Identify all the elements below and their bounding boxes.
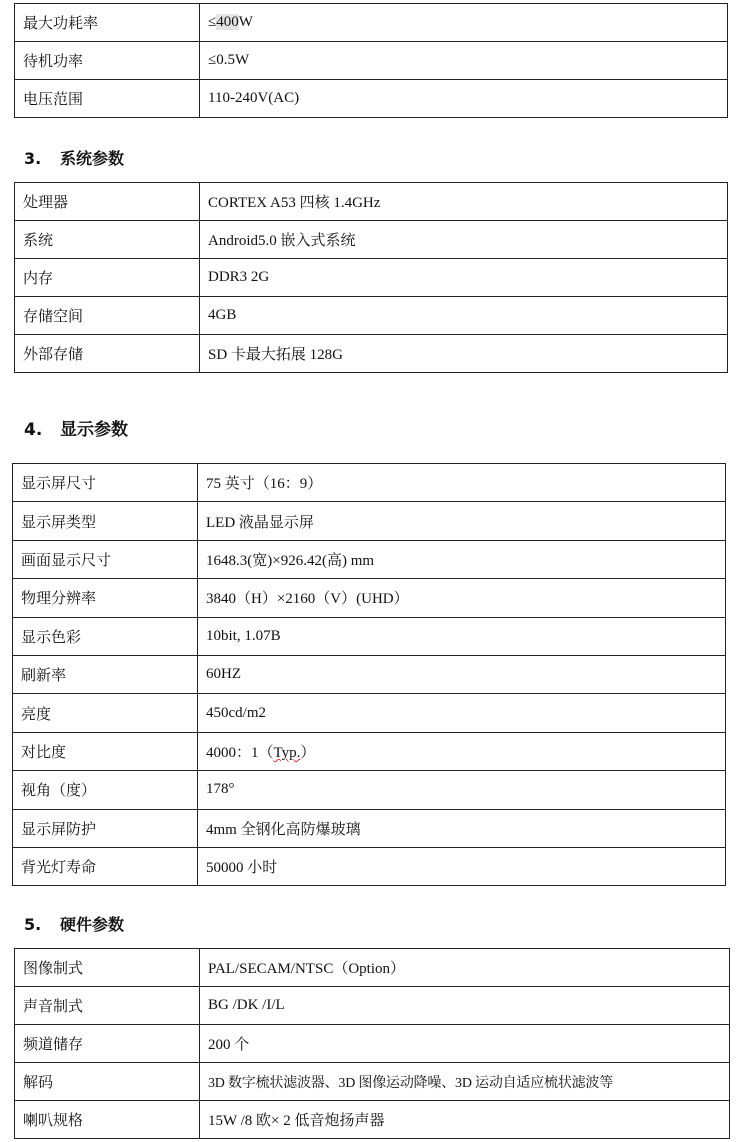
spec-label: 显示屏防护: [13, 809, 198, 847]
spec-label: 显示屏尺寸: [13, 464, 198, 502]
spec-label: 频道储存: [15, 1025, 200, 1063]
spec-label: 系统: [15, 221, 200, 259]
table-row: [13, 732, 726, 770]
table-row: [15, 42, 728, 80]
spec-label: 视角（度）: [13, 771, 198, 809]
spec-value: 200 个: [200, 1025, 730, 1063]
spec-value: 60HZ: [198, 655, 726, 693]
spec-label: 最大功耗率: [15, 4, 200, 42]
spec-label: 内存: [15, 259, 200, 297]
table-row: [13, 617, 726, 655]
spec-value: Android5.0 嵌入式系统: [200, 221, 728, 259]
spec-value: ≤0.5W: [200, 42, 728, 80]
table-row: [15, 1025, 730, 1063]
spec-value: 4000：1（Typ.）: [198, 732, 726, 770]
table-row: [15, 183, 728, 221]
table-row: [13, 847, 726, 885]
spec-value: 15W /8 欧× 2 低音炮扬声器: [200, 1101, 730, 1139]
system-spec-table: [14, 182, 728, 373]
spec-label: 解码: [15, 1063, 200, 1101]
spec-value: 1648.3(宽)×926.42(高) mm: [198, 540, 726, 578]
spec-value: 4mm 全钢化高防爆玻璃: [198, 809, 726, 847]
highlighted-text: 400: [216, 14, 239, 30]
table-row: [13, 655, 726, 693]
spec-value: 110-240V(AC): [200, 80, 728, 118]
spec-value: 4GB: [200, 297, 728, 335]
spec-value: CORTEX A53 四核 1.4GHz: [200, 183, 728, 221]
spec-label: 亮度: [13, 694, 198, 732]
spec-label: 待机功率: [15, 42, 200, 80]
spec-value: PAL/SECAM/NTSC（Option）: [200, 949, 730, 987]
table-row: [13, 809, 726, 847]
spec-value: 178°: [198, 771, 726, 809]
spec-value: 10bit, 1.07B: [198, 617, 726, 655]
display-spec-table: [12, 463, 726, 886]
spec-label: 物理分辨率: [13, 579, 198, 617]
spec-label: 存储空间: [15, 297, 200, 335]
spec-value: ≤400W: [200, 4, 728, 42]
spec-label: 显示屏类型: [13, 502, 198, 540]
spec-label: 背光灯寿命: [13, 847, 198, 885]
section-heading-hardware: 5. 硬件参数: [24, 915, 125, 934]
spec-label: 喇叭规格: [15, 1101, 200, 1139]
spec-value: 3840（H）×2160（V）(UHD）: [198, 579, 726, 617]
table-row: [13, 464, 726, 502]
table-row: [15, 259, 728, 297]
spec-label: 处理器: [15, 183, 200, 221]
spec-label: 刷新率: [13, 655, 198, 693]
table-row: [13, 579, 726, 617]
spec-value: BG /DK /I/L: [200, 987, 730, 1025]
spec-label: 画面显示尺寸: [13, 540, 198, 578]
table-row: [15, 80, 728, 118]
spec-value: DDR3 2G: [200, 259, 728, 297]
table-row: [13, 694, 726, 732]
spellcheck-underlined-text: Typ.: [273, 744, 301, 761]
section-heading-display: 4. 显示参数: [24, 420, 128, 440]
table-row: [15, 1101, 730, 1139]
power-spec-table: [14, 3, 728, 118]
spec-value: LED 液晶显示屏: [198, 502, 726, 540]
spec-value: 3D 数字梳状滤波器、3D 图像运动降噪、3D 运动自适应梳状滤波等: [200, 1063, 730, 1101]
spec-label: 对比度: [13, 732, 198, 770]
spec-value: 450cd/m2: [198, 694, 726, 732]
spec-label: 电压范围: [15, 80, 200, 118]
table-row: [15, 1063, 730, 1101]
table-row: [13, 540, 726, 578]
spec-value: SD 卡最大拓展 128G: [200, 335, 728, 373]
section-heading-system: 3. 系统参数: [24, 149, 125, 168]
hardware-spec-table: [14, 948, 730, 1139]
spec-label: 外部存储: [15, 335, 200, 373]
spec-label: 显示色彩: [13, 617, 198, 655]
table-row: [15, 335, 728, 373]
table-row: [15, 221, 728, 259]
table-row: [15, 4, 728, 42]
table-row: [15, 987, 730, 1025]
spec-value: 50000 小时: [198, 847, 726, 885]
spec-value: 75 英寸（16：9）: [198, 464, 726, 502]
table-row: [15, 949, 730, 987]
spec-label: 图像制式: [15, 949, 200, 987]
table-row: [13, 771, 726, 809]
table-row: [13, 502, 726, 540]
table-row: [15, 297, 728, 335]
spec-label: 声音制式: [15, 987, 200, 1025]
